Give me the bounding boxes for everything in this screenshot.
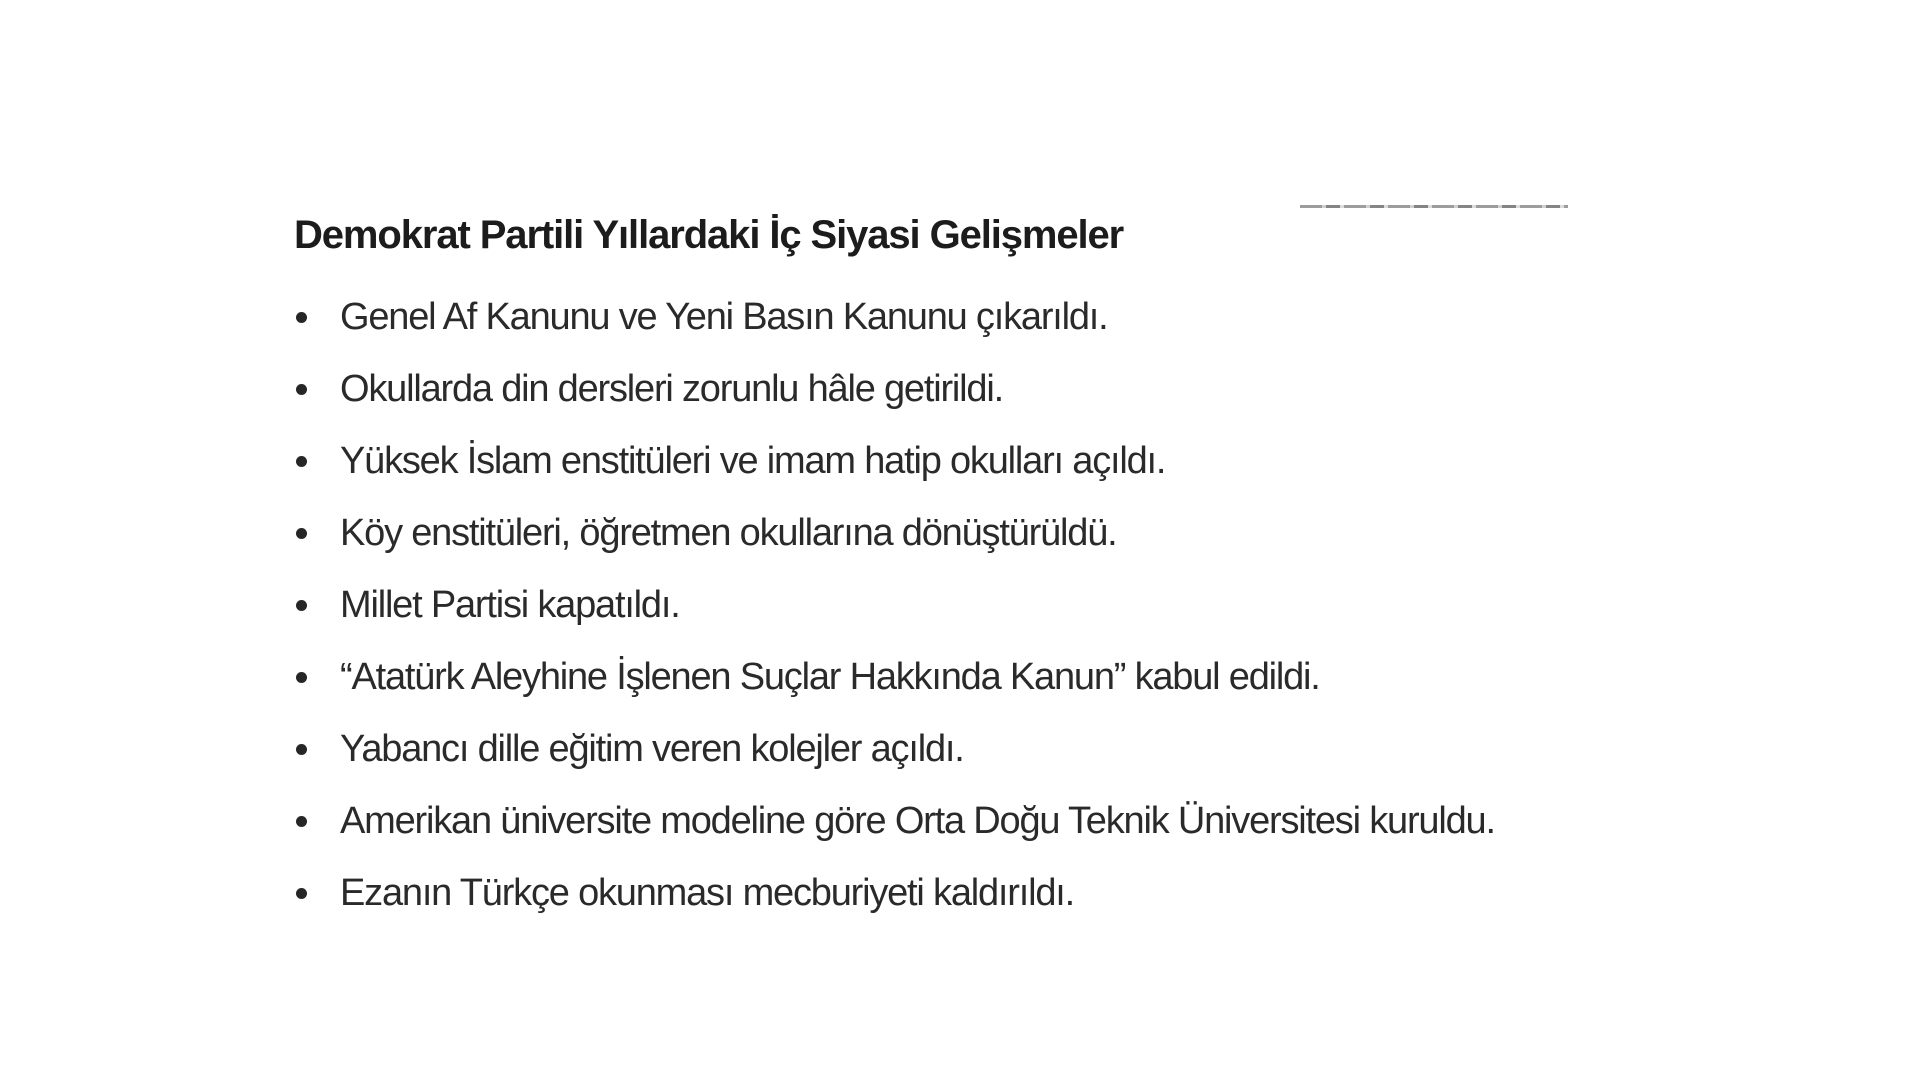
list-item-text: Yüksek İslam enstitüleri ve imam hatip okulları açıldı. bbox=[340, 440, 1166, 482]
list-item-text: Millet Partisi kapatıldı. bbox=[340, 584, 680, 626]
list-item bbox=[294, 506, 1495, 578]
list-item bbox=[294, 650, 1495, 722]
bullet-icon bbox=[296, 600, 307, 611]
list-item-text: Amerikan üniversite modeline göre Orta Doğu Teknik Üniversitesi kuruldu. bbox=[340, 800, 1495, 842]
list-item bbox=[294, 794, 1495, 866]
page-title: Demokrat Partili Yıllardaki İç Siyasi Gelişmeler bbox=[294, 213, 1124, 257]
top-divider-line bbox=[1300, 205, 1568, 208]
list-item bbox=[294, 434, 1495, 506]
bullet-icon bbox=[296, 888, 307, 899]
list-item bbox=[294, 866, 1495, 938]
list-item-text: Genel Af Kanunu ve Yeni Basın Kanunu çıkarıldı. bbox=[340, 296, 1108, 338]
bullet-icon bbox=[296, 672, 307, 683]
bullet-icon bbox=[296, 816, 307, 827]
bullet-icon bbox=[296, 744, 307, 755]
list-item bbox=[294, 362, 1495, 434]
list-item bbox=[294, 578, 1495, 650]
bullet-icon bbox=[296, 528, 307, 539]
bullet-icon bbox=[296, 312, 307, 323]
list-item-text: Okullarda din dersleri zorunlu hâle getirildi. bbox=[340, 368, 1003, 410]
bullet-list bbox=[294, 290, 1495, 938]
list-item-text: Yabancı dille eğitim veren kolejler açıldı. bbox=[340, 728, 964, 770]
list-item bbox=[294, 290, 1495, 362]
bullet-icon bbox=[296, 456, 307, 467]
list-item bbox=[294, 722, 1495, 794]
list-item-text: Ezanın Türkçe okunması mecburiyeti kaldırıldı. bbox=[340, 872, 1074, 914]
list-item-text: “Atatürk Aleyhine İşlenen Suçlar Hakkında Kanun” kabul edildi. bbox=[340, 656, 1320, 698]
bullet-icon bbox=[296, 384, 307, 395]
list-item-text: Köy enstitüleri, öğretmen okullarına dönüştürüldü. bbox=[340, 512, 1117, 554]
